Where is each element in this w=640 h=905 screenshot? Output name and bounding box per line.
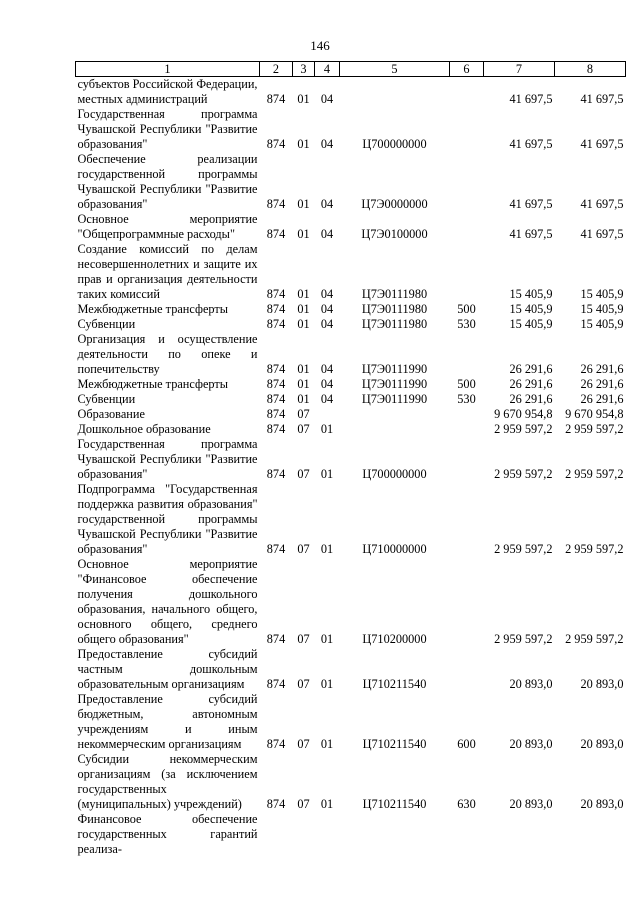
table-row (76, 107, 626, 152)
row-amount-2-cell: 9 670 954,8 (565, 407, 624, 421)
row-amount-1-cell: 20 893,0 (509, 677, 553, 691)
row-target-article-cell: Ц7Э0111980 (361, 302, 428, 316)
table-row (76, 647, 626, 692)
row-section-cell: 01 (297, 92, 310, 106)
row-target-article-cell: Ц700000000 (362, 467, 427, 481)
row-amount-2-cell: 41 697,5 (580, 197, 624, 211)
row-name-cell: Межбюджетные трансферты (77, 377, 229, 391)
row-amount-2-cell: 2 959 597,2 (565, 632, 624, 646)
row-target-article-cell (340, 407, 450, 422)
row-grbs-cell: 874 (266, 377, 286, 391)
table-row (76, 242, 626, 302)
row-amount-2-cell: 41 697,5 (580, 227, 624, 241)
table-row (76, 392, 626, 407)
row-amount-1-cell: 15 405,9 (509, 287, 553, 301)
row-amount-1-cell: 26 291,6 (509, 377, 553, 391)
table-row (76, 332, 626, 377)
column-header: 1 (76, 62, 260, 77)
row-subsection-cell (315, 812, 340, 857)
row-subsection-cell: 04 (320, 137, 334, 151)
row-section-cell: 07 (297, 422, 310, 436)
row-name-cell: Основное мероприятие "Общепрограммные расходы" (77, 212, 258, 241)
row-amount-2-cell: 26 291,6 (580, 362, 624, 376)
table-row (76, 752, 626, 812)
row-amount-1-cell: 2 959 597,2 (494, 542, 553, 556)
row-subsection-cell: 04 (320, 287, 334, 301)
row-grbs-cell: 874 (266, 542, 286, 556)
column-header: 7 (484, 62, 555, 77)
row-grbs-cell: 874 (266, 422, 286, 436)
row-grbs-cell: 874 (266, 302, 286, 316)
budget-table (75, 61, 626, 857)
row-grbs-cell: 874 (266, 137, 286, 151)
row-amount-2-cell: 2 959 597,2 (565, 542, 624, 556)
row-expense-type-cell (450, 812, 484, 857)
row-section-cell: 01 (297, 362, 310, 376)
table-row (76, 692, 626, 752)
row-amount-1-cell: 41 697,5 (509, 227, 553, 241)
table-row (76, 557, 626, 647)
row-name-cell: Государственная программа Чувашской Республики "Развитие образования" (77, 437, 258, 481)
row-subsection-cell (315, 407, 340, 422)
table-row (76, 812, 626, 857)
row-name-cell: Финансовое обеспечение государственных гарантий реализа- (77, 812, 258, 856)
row-target-article-cell: Ц7Э0111980 (361, 317, 428, 331)
row-grbs-cell: 874 (266, 362, 286, 376)
row-name-cell: Межбюджетные трансферты (77, 302, 229, 316)
row-subsection-cell: 01 (320, 737, 334, 751)
row-amount-2-cell: 26 291,6 (580, 377, 624, 391)
row-amount-1-cell: 15 405,9 (509, 302, 553, 316)
row-grbs-cell: 874 (266, 317, 286, 331)
row-name-cell: Организация и осуществление деятельности по опеке и попечительству (77, 332, 258, 376)
table-row (76, 407, 626, 422)
row-name-cell: Субвенции (77, 317, 136, 331)
row-expense-type-cell (450, 647, 484, 692)
row-amount-1-cell: 20 893,0 (509, 737, 553, 751)
row-amount-2-cell: 2 959 597,2 (565, 422, 624, 436)
row-amount-2-cell: 41 697,5 (580, 137, 624, 151)
row-section-cell: 07 (297, 797, 310, 811)
row-section-cell: 01 (297, 137, 310, 151)
row-section-cell: 07 (297, 407, 310, 421)
table-row (76, 77, 626, 108)
table-header-row (76, 62, 626, 77)
row-subsection-cell: 01 (320, 797, 334, 811)
row-target-article-cell: Ц710200000 (362, 632, 427, 646)
row-expense-type-cell (450, 152, 484, 212)
row-amount-1-cell: 2 959 597,2 (494, 422, 553, 436)
row-amount-1-cell: 41 697,5 (509, 137, 553, 151)
row-amount-1-cell: 26 291,6 (509, 392, 553, 406)
table-row (76, 377, 626, 392)
column-header: 4 (315, 62, 340, 77)
row-grbs-cell: 874 (266, 287, 286, 301)
row-amount-1-cell: 15 405,9 (509, 317, 553, 331)
row-name-cell: субъектов Российской Федерации, местных администраций (77, 77, 258, 106)
row-target-article-cell (340, 422, 450, 437)
row-expense-type-cell: 530 (457, 392, 476, 406)
row-name-cell: Основное мероприятие "Финансовое обеспечение получения дошкольного образования, начального общего, основного общего, среднего общего образования" (77, 557, 258, 646)
row-expense-type-cell (450, 482, 484, 557)
row-expense-type-cell: 530 (457, 317, 476, 331)
row-grbs-cell: 874 (266, 797, 286, 811)
row-section-cell: 01 (297, 197, 310, 211)
row-amount-1-cell: 20 893,0 (509, 797, 553, 811)
row-amount-1-cell: 2 959 597,2 (494, 632, 553, 646)
row-target-article-cell: Ц7Э0111980 (361, 287, 428, 301)
row-section-cell: 01 (297, 392, 310, 406)
row-expense-type-cell (450, 422, 484, 437)
row-section-cell (293, 812, 315, 857)
row-section-cell: 01 (297, 302, 310, 316)
table-row (76, 302, 626, 317)
row-expense-type-cell (450, 77, 484, 108)
row-expense-type-cell (450, 212, 484, 242)
row-section-cell: 01 (297, 317, 310, 331)
row-subsection-cell: 04 (320, 377, 334, 391)
row-target-article-cell: Ц7Э0111990 (361, 377, 428, 391)
row-expense-type-cell (450, 407, 484, 422)
row-section-cell: 01 (297, 377, 310, 391)
row-name-cell: Дошкольное образование (77, 422, 211, 436)
row-name-cell: Предоставление субсидий бюджетным, автономным учреждениям и иным некоммерческим организациям (77, 692, 258, 751)
row-amount-1-cell: 2 959 597,2 (494, 467, 553, 481)
row-grbs-cell: 874 (266, 227, 286, 241)
row-target-article-cell: Ц7Э0111990 (361, 392, 428, 406)
row-name-cell: Субсидии некоммерческим организациям (за исключением государственных (муниципальных) учреждений) (77, 752, 258, 811)
table-body (76, 77, 626, 858)
row-section-cell: 07 (297, 632, 310, 646)
row-amount-2-cell (555, 812, 626, 857)
row-subsection-cell: 04 (320, 92, 334, 106)
row-amount-1-cell (484, 812, 555, 857)
row-grbs-cell: 874 (266, 737, 286, 751)
row-target-article-cell: Ц710211540 (362, 797, 427, 811)
row-subsection-cell: 04 (320, 362, 334, 376)
row-subsection-cell: 04 (320, 227, 334, 241)
row-target-article-cell: Ц710211540 (362, 677, 427, 691)
row-amount-2-cell: 15 405,9 (580, 302, 624, 316)
row-target-article-cell: Ц710211540 (362, 737, 427, 751)
row-amount-2-cell: 20 893,0 (580, 737, 624, 751)
row-amount-2-cell: 15 405,9 (580, 317, 624, 331)
row-subsection-cell: 01 (320, 632, 334, 646)
column-header: 3 (293, 62, 315, 77)
row-subsection-cell: 04 (320, 197, 334, 211)
row-target-article-cell: Ц710000000 (362, 542, 427, 556)
row-grbs-cell: 874 (266, 92, 286, 106)
row-name-cell: Предоставление субсидий частным дошкольным образовательным организациям (77, 647, 258, 691)
row-subsection-cell: 04 (320, 392, 334, 406)
row-target-article-cell (340, 812, 450, 857)
row-name-cell: Образование (77, 407, 145, 421)
row-grbs-cell: 874 (266, 677, 286, 691)
row-target-article-cell (340, 77, 450, 108)
row-target-article-cell: Ц7Э0100000 (361, 227, 428, 241)
row-amount-1-cell: 26 291,6 (509, 362, 553, 376)
table-row (76, 212, 626, 242)
column-header: 8 (555, 62, 626, 77)
row-subsection-cell: 01 (320, 542, 334, 556)
row-expense-type-cell (450, 557, 484, 647)
row-expense-type-cell (450, 332, 484, 377)
row-section-cell: 07 (297, 677, 310, 691)
column-header: 5 (340, 62, 450, 77)
row-name-cell: Субвенции (77, 392, 136, 406)
row-amount-2-cell: 20 893,0 (580, 797, 624, 811)
row-grbs-cell: 874 (266, 407, 286, 421)
row-expense-type-cell (450, 437, 484, 482)
row-expense-type-cell (450, 242, 484, 302)
row-section-cell: 01 (297, 227, 310, 241)
page-number: 146 (310, 38, 330, 53)
row-section-cell: 07 (297, 467, 310, 481)
row-expense-type-cell: 630 (457, 797, 476, 811)
row-amount-1-cell: 9 670 954,8 (494, 407, 553, 421)
row-expense-type-cell: 500 (457, 302, 476, 316)
row-grbs-cell: 874 (266, 632, 286, 646)
row-section-cell: 07 (297, 542, 310, 556)
row-amount-2-cell: 15 405,9 (580, 287, 624, 301)
table-row (76, 152, 626, 212)
row-amount-2-cell: 20 893,0 (580, 677, 624, 691)
table-row (76, 317, 626, 332)
table-row (76, 422, 626, 437)
row-subsection-cell: 04 (320, 317, 334, 331)
row-name-cell: Подпрограмма "Государственная поддержка развития образования" государственной программы Чувашской Республики "Развитие образования" (77, 482, 258, 556)
row-expense-type-cell: 500 (457, 377, 476, 391)
row-amount-2-cell: 41 697,5 (580, 92, 624, 106)
row-amount-1-cell: 41 697,5 (509, 92, 553, 106)
row-amount-1-cell: 41 697,5 (509, 197, 553, 211)
row-name-cell: Обеспечение реализации государственной программы Чувашской Республики "Развитие образования" (77, 152, 258, 211)
row-subsection-cell: 01 (320, 677, 334, 691)
row-grbs-cell (260, 812, 293, 857)
row-grbs-cell: 874 (266, 467, 286, 481)
column-header: 6 (450, 62, 484, 77)
row-subsection-cell: 01 (320, 422, 334, 436)
row-grbs-cell: 874 (266, 197, 286, 211)
row-target-article-cell: Ц7Э0000000 (361, 197, 428, 211)
row-target-article-cell: Ц7Э0111990 (361, 362, 428, 376)
column-header: 2 (260, 62, 293, 77)
row-amount-2-cell: 26 291,6 (580, 392, 624, 406)
row-expense-type-cell (450, 107, 484, 152)
row-amount-2-cell: 2 959 597,2 (565, 467, 624, 481)
row-section-cell: 07 (297, 737, 310, 751)
table-row (76, 437, 626, 482)
row-expense-type-cell: 600 (457, 737, 476, 751)
row-subsection-cell: 04 (320, 302, 334, 316)
row-name-cell: Государственная программа Чувашской Республики "Развитие образования" (77, 107, 258, 151)
row-name-cell: Создание комиссий по делам несовершеннолетних и защите их прав и организация деятельности таких комиссий (77, 242, 258, 301)
row-grbs-cell: 874 (266, 392, 286, 406)
row-target-article-cell: Ц700000000 (362, 137, 427, 151)
row-section-cell: 01 (297, 287, 310, 301)
row-subsection-cell: 01 (320, 467, 334, 481)
table-row (76, 482, 626, 557)
